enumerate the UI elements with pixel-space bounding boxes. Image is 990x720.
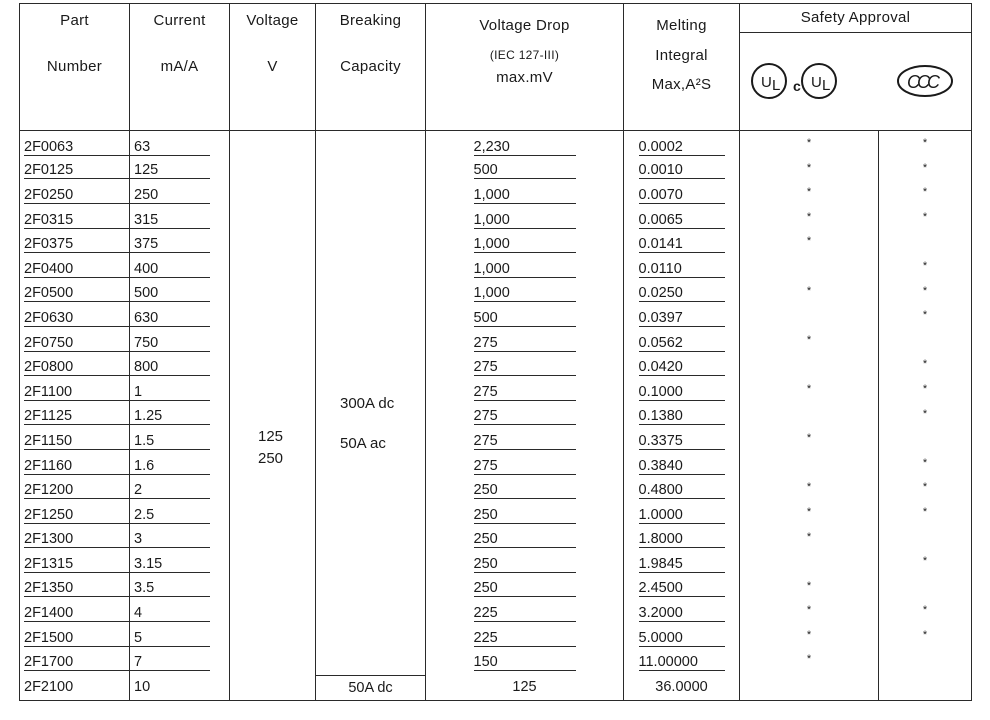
part-number-cell — [20, 429, 130, 454]
part-number-cell — [20, 282, 130, 307]
voltage-drop-cell-value: 250 — [474, 580, 576, 597]
ul-approval-cell — [740, 355, 879, 380]
ul-cul-mark-icon — [749, 56, 869, 106]
melting-integral-cell — [624, 503, 740, 528]
current-cell — [130, 429, 230, 454]
part-number-cell-value: 2F1500 — [24, 630, 136, 647]
ul-approval-cell: * — [740, 380, 879, 405]
voltage-drop-cell — [426, 429, 624, 454]
table-row — [20, 601, 972, 626]
part-number-cell — [20, 208, 130, 233]
part-number-cell-value: 2F1150 — [24, 433, 136, 450]
voltage-drop-cell — [426, 380, 624, 405]
voltage-drop-cell — [426, 208, 624, 233]
voltage-drop-cell-value: 500 — [474, 162, 576, 179]
svg-text:c: c — [793, 77, 802, 94]
ccc-approval-cell: * — [879, 208, 972, 233]
voltage-span-cell — [230, 131, 316, 701]
melting-integral-cell — [624, 577, 740, 602]
melting-integral-cell-value: 0.0141 — [639, 236, 725, 253]
current-cell-value: 315 — [134, 212, 210, 229]
voltage-drop-cell-value: 1,000 — [474, 187, 576, 204]
safety-logos — [740, 33, 972, 131]
breaking-capacity-value: 300A dc — [340, 394, 395, 412]
current-cell-value: 800 — [134, 359, 210, 376]
melting-integral-cell — [624, 454, 740, 479]
voltage-drop-cell — [426, 405, 624, 430]
ccc-approval-cell — [879, 675, 972, 700]
current-cell — [130, 131, 230, 159]
breaking-capacity-cell: 50A dc — [316, 675, 426, 700]
voltage-drop-cell — [426, 503, 624, 528]
part-number-cell-value: 2F1250 — [24, 507, 136, 524]
ccc-approval-cell — [879, 331, 972, 356]
table-row — [20, 257, 972, 282]
current-cell — [130, 454, 230, 479]
part-number-cell — [20, 257, 130, 282]
current-cell — [130, 282, 230, 307]
breaking-capacity-value: 50A ac — [340, 434, 386, 452]
part-number-cell — [20, 552, 130, 577]
current-cell-value: 500 — [134, 285, 210, 302]
ccc-approval-cell: * — [879, 380, 972, 405]
melting-integral-cell-value: 5.0000 — [639, 630, 725, 647]
ul-approval-cell: * — [740, 626, 879, 651]
breaking-capacity-span-cell — [316, 131, 426, 676]
table-row — [20, 183, 972, 208]
ul-approval-cell: * — [740, 232, 879, 257]
voltage-drop-cell-value: 250 — [474, 531, 576, 548]
voltage-drop-cell-value: 1,000 — [474, 236, 576, 253]
current-cell-value: 1.25 — [134, 408, 210, 425]
ccc-approval-cell — [879, 528, 972, 553]
part-number-cell-value: 2F0375 — [24, 236, 136, 253]
svg-text:U: U — [761, 73, 773, 91]
current-cell-value: 7 — [134, 654, 210, 671]
header-safety-approval: Safety Approval — [740, 4, 972, 33]
voltage-drop-cell — [426, 331, 624, 356]
part-number-cell-value: 2F0800 — [24, 359, 136, 376]
voltage-drop-cell — [426, 577, 624, 602]
table-row — [20, 282, 972, 307]
melting-integral-cell — [624, 208, 740, 233]
part-number-cell-value: 2F0125 — [24, 162, 136, 179]
part-number-cell — [20, 478, 130, 503]
header-current: Current mA/A — [130, 4, 230, 131]
ul-approval-cell: * — [740, 601, 879, 626]
part-number-cell-value: 2F0315 — [24, 212, 136, 229]
part-number-cell-value: 2F1200 — [24, 482, 136, 499]
table-row — [20, 528, 972, 553]
table-row — [20, 380, 972, 405]
melting-integral-cell — [624, 528, 740, 553]
ul-approval-cell — [740, 405, 879, 430]
melting-integral-cell-value: 11.00000 — [639, 654, 725, 671]
table-row — [20, 650, 972, 675]
voltage-drop-cell-value: 150 — [474, 654, 576, 671]
table-row — [20, 429, 972, 454]
part-number-cell: 2F2100 — [20, 675, 130, 700]
voltage-drop-cell-value: 250 — [474, 482, 576, 499]
part-number-cell-value: 2F1160 — [24, 458, 136, 475]
svg-text:CCC: CCC — [906, 71, 937, 92]
part-number-cell — [20, 601, 130, 626]
voltage-drop-cell — [426, 159, 624, 184]
ccc-approval-cell — [879, 650, 972, 675]
part-number-cell-value: 2F0750 — [24, 335, 136, 352]
table-header — [20, 4, 972, 131]
header-voltage: Voltage V — [230, 4, 316, 131]
melting-integral-cell-value: 1.9845 — [639, 556, 725, 573]
ccc-approval-cell: * — [879, 306, 972, 331]
melting-integral-cell — [624, 232, 740, 257]
current-cell-value: 3.5 — [134, 580, 210, 597]
current-cell — [130, 601, 230, 626]
ccc-approval-cell: * — [879, 257, 972, 282]
melting-integral-cell-value: 0.3375 — [639, 433, 725, 450]
current-cell — [130, 232, 230, 257]
current-cell — [130, 528, 230, 553]
melting-integral-cell — [624, 257, 740, 282]
part-number-cell-value: 2F1700 — [24, 654, 136, 671]
melting-integral-cell-value: 0.0010 — [639, 162, 725, 179]
voltage-drop-cell-value: 2,230 — [474, 139, 576, 156]
current-cell-value: 375 — [134, 236, 210, 253]
part-number-cell-value: 2F0250 — [24, 187, 136, 204]
melting-integral-cell — [624, 601, 740, 626]
part-number-cell-value: 2F1125 — [24, 408, 136, 425]
current-cell — [130, 183, 230, 208]
melting-integral-cell — [624, 131, 740, 159]
svg-text:U: U — [811, 73, 823, 91]
voltage-drop-cell-value: 275 — [474, 359, 576, 376]
melting-integral-cell-value: 0.1000 — [639, 384, 725, 401]
melting-integral-cell-value: 3.2000 — [639, 605, 725, 622]
table-row — [20, 232, 972, 257]
part-number-cell-value: 2F1350 — [24, 580, 136, 597]
voltage-drop-cell — [426, 478, 624, 503]
ul-approval-cell — [740, 675, 879, 700]
voltage-drop-cell-value: 500 — [474, 310, 576, 327]
voltage-drop-cell — [426, 626, 624, 651]
current-cell-value: 400 — [134, 261, 210, 278]
header-part-number: Part Number — [20, 4, 130, 131]
current-cell — [130, 306, 230, 331]
melting-integral-cell — [624, 331, 740, 356]
ccc-approval-cell: * — [879, 503, 972, 528]
melting-integral-cell — [624, 183, 740, 208]
current-cell-value: 1.5 — [134, 433, 210, 450]
ul-approval-cell: * — [740, 650, 879, 675]
ul-logos — [740, 33, 878, 128]
voltage-drop-cell-value: 275 — [474, 384, 576, 401]
voltage-drop-cell — [426, 232, 624, 257]
ccc-approval-cell: * — [879, 183, 972, 208]
part-number-cell-value: 2F0063 — [24, 139, 136, 156]
current-cell — [130, 208, 230, 233]
ul-approval-cell: * — [740, 528, 879, 553]
current-cell — [130, 503, 230, 528]
current-cell-value: 125 — [134, 162, 210, 179]
ccc-approval-cell: * — [879, 405, 972, 430]
voltage-drop-cell: 125 — [426, 675, 624, 700]
voltage-drop-cell-value: 275 — [474, 408, 576, 425]
header-voltage-drop: Voltage Drop (IEC 127-III) max.mV — [426, 4, 624, 131]
voltage-drop-cell — [426, 306, 624, 331]
melting-integral-cell — [624, 429, 740, 454]
part-number-cell — [20, 355, 130, 380]
ccc-approval-cell: * — [879, 159, 972, 184]
voltage-drop-cell-value: 1,000 — [474, 212, 576, 229]
voltage-drop-cell-value: 275 — [474, 433, 576, 450]
melting-integral-cell — [624, 650, 740, 675]
ccc-approval-cell — [879, 232, 972, 257]
ul-approval-cell: * — [740, 503, 879, 528]
part-number-cell — [20, 405, 130, 430]
voltage-drop-cell — [426, 131, 624, 159]
ccc-mark-icon — [893, 61, 957, 101]
melting-integral-cell-value: 0.0002 — [639, 139, 725, 156]
table-row — [20, 208, 972, 233]
table-row — [20, 675, 972, 700]
ul-approval-cell — [740, 552, 879, 577]
part-number-cell — [20, 331, 130, 356]
current-cell-value: 2 — [134, 482, 210, 499]
current-cell-value: 3 — [134, 531, 210, 548]
ul-approval-cell: * — [740, 331, 879, 356]
current-cell-value: 63 — [134, 139, 210, 156]
current-cell-value: 2.5 — [134, 507, 210, 524]
voltage-drop-cell — [426, 355, 624, 380]
header-melting-integral: Melting Integral Max,A²S — [624, 4, 740, 131]
melting-integral-cell — [624, 306, 740, 331]
current-cell — [130, 159, 230, 184]
part-number-cell — [20, 159, 130, 184]
melting-integral-cell-value: 0.1380 — [639, 408, 725, 425]
ccc-approval-cell: * — [879, 626, 972, 651]
melting-integral-cell-value: 0.0110 — [639, 261, 725, 278]
table-row — [20, 454, 972, 479]
current-cell — [130, 405, 230, 430]
current-cell-value: 4 — [134, 605, 210, 622]
voltage-drop-cell — [426, 601, 624, 626]
table-row — [20, 405, 972, 430]
melting-integral-cell — [624, 405, 740, 430]
part-number-cell — [20, 577, 130, 602]
current-cell-value: 1.6 — [134, 458, 210, 475]
current-cell-value: 3.15 — [134, 556, 210, 573]
melting-integral-cell — [624, 552, 740, 577]
ul-approval-cell: * — [740, 478, 879, 503]
ccc-approval-cell — [879, 577, 972, 602]
current-cell-value: 1 — [134, 384, 210, 401]
voltage-drop-cell-value: 250 — [474, 556, 576, 573]
part-number-cell — [20, 183, 130, 208]
table-row — [20, 577, 972, 602]
voltage-drop-cell-value: 225 — [474, 630, 576, 647]
current-cell — [130, 650, 230, 675]
ccc-approval-cell: * — [879, 131, 972, 159]
melting-integral-cell-value: 0.0562 — [639, 335, 725, 352]
melting-integral-cell — [624, 355, 740, 380]
current-cell — [130, 552, 230, 577]
ccc-logo — [878, 33, 971, 128]
svg-text:L: L — [772, 76, 781, 94]
melting-integral-cell — [624, 159, 740, 184]
table-body — [20, 131, 972, 701]
melting-integral-cell-value: 0.0397 — [639, 310, 725, 327]
current-cell — [130, 380, 230, 405]
part-number-cell-value: 2F1100 — [24, 384, 136, 401]
melting-integral-cell-value: 0.0065 — [639, 212, 725, 229]
table-row — [20, 478, 972, 503]
ul-approval-cell: * — [740, 208, 879, 233]
part-number-cell — [20, 131, 130, 159]
table-row — [20, 306, 972, 331]
ul-approval-cell — [740, 257, 879, 282]
voltage-drop-cell — [426, 454, 624, 479]
part-number-cell-value: 2F1400 — [24, 605, 136, 622]
melting-integral-cell — [624, 282, 740, 307]
table-row — [20, 626, 972, 651]
table-row — [20, 552, 972, 577]
current-cell — [130, 355, 230, 380]
voltage-drop-cell — [426, 257, 624, 282]
ul-approval-cell: * — [740, 183, 879, 208]
part-number-cell-value: 2F0630 — [24, 310, 136, 327]
melting-integral-cell-value: 0.0420 — [639, 359, 725, 376]
ccc-approval-cell: * — [879, 601, 972, 626]
ul-approval-cell: * — [740, 429, 879, 454]
current-cell: 10 — [130, 675, 230, 700]
voltage-drop-cell-value: 1,000 — [474, 285, 576, 302]
current-cell-value: 5 — [134, 630, 210, 647]
current-cell — [130, 577, 230, 602]
table-row — [20, 503, 972, 528]
current-cell — [130, 626, 230, 651]
fuse-spec-table-wrapper — [19, 3, 971, 701]
voltage-drop-cell-value: 250 — [474, 507, 576, 524]
part-number-cell-value: 2F0500 — [24, 285, 136, 302]
table-row — [20, 331, 972, 356]
part-number-cell-value: 2F1300 — [24, 531, 136, 548]
current-cell — [130, 331, 230, 356]
melting-integral-cell — [624, 380, 740, 405]
table-row — [20, 159, 972, 184]
melting-integral-cell-value: 0.0250 — [639, 285, 725, 302]
ul-approval-cell: * — [740, 159, 879, 184]
ccc-approval-cell: * — [879, 552, 972, 577]
part-number-cell-value: 2F1315 — [24, 556, 136, 573]
voltage-drop-cell — [426, 650, 624, 675]
current-cell-value: 630 — [134, 310, 210, 327]
voltage-drop-cell — [426, 528, 624, 553]
voltage-drop-cell — [426, 282, 624, 307]
part-number-cell-value: 2F0400 — [24, 261, 136, 278]
svg-text:L: L — [822, 76, 831, 94]
voltage-drop-cell-value: 1,000 — [474, 261, 576, 278]
table-row — [20, 131, 972, 159]
part-number-cell — [20, 503, 130, 528]
melting-integral-cell — [624, 478, 740, 503]
melting-integral-cell-value: 0.4800 — [639, 482, 725, 499]
ccc-approval-cell: * — [879, 454, 972, 479]
part-number-cell — [20, 454, 130, 479]
ul-approval-cell: * — [740, 577, 879, 602]
part-number-cell — [20, 232, 130, 257]
voltage-drop-cell — [426, 552, 624, 577]
melting-integral-cell-value: 0.3840 — [639, 458, 725, 475]
melting-integral-cell: 36.0000 — [624, 675, 740, 700]
current-cell — [130, 257, 230, 282]
ul-approval-cell: * — [740, 282, 879, 307]
table-row — [20, 355, 972, 380]
part-number-cell — [20, 380, 130, 405]
melting-integral-cell-value: 1.0000 — [639, 507, 725, 524]
voltage-drop-cell-value: 275 — [474, 335, 576, 352]
ul-approval-cell — [740, 454, 879, 479]
part-number-cell — [20, 528, 130, 553]
header-breaking-capacity: Breaking Capacity — [316, 4, 426, 131]
melting-integral-cell — [624, 626, 740, 651]
part-number-cell — [20, 626, 130, 651]
part-number-cell — [20, 650, 130, 675]
ul-approval-cell — [740, 306, 879, 331]
ccc-approval-cell: * — [879, 282, 972, 307]
voltage-drop-cell — [426, 183, 624, 208]
melting-integral-cell-value: 0.0070 — [639, 187, 725, 204]
part-number-cell — [20, 306, 130, 331]
melting-integral-cell-value: 2.4500 — [639, 580, 725, 597]
ul-approval-cell: * — [740, 131, 879, 159]
ccc-approval-cell: * — [879, 355, 972, 380]
voltage-value: 125 — [258, 428, 284, 446]
voltage-drop-cell-value: 225 — [474, 605, 576, 622]
current-cell-value: 250 — [134, 187, 210, 204]
voltage-drop-cell-value: 275 — [474, 458, 576, 475]
melting-integral-cell-value: 1.8000 — [639, 531, 725, 548]
voltage-value: 250 — [258, 450, 284, 468]
current-cell-value: 750 — [134, 335, 210, 352]
ccc-approval-cell: * — [879, 478, 972, 503]
fuse-spec-table — [19, 3, 972, 701]
current-cell — [130, 478, 230, 503]
ccc-approval-cell — [879, 429, 972, 454]
